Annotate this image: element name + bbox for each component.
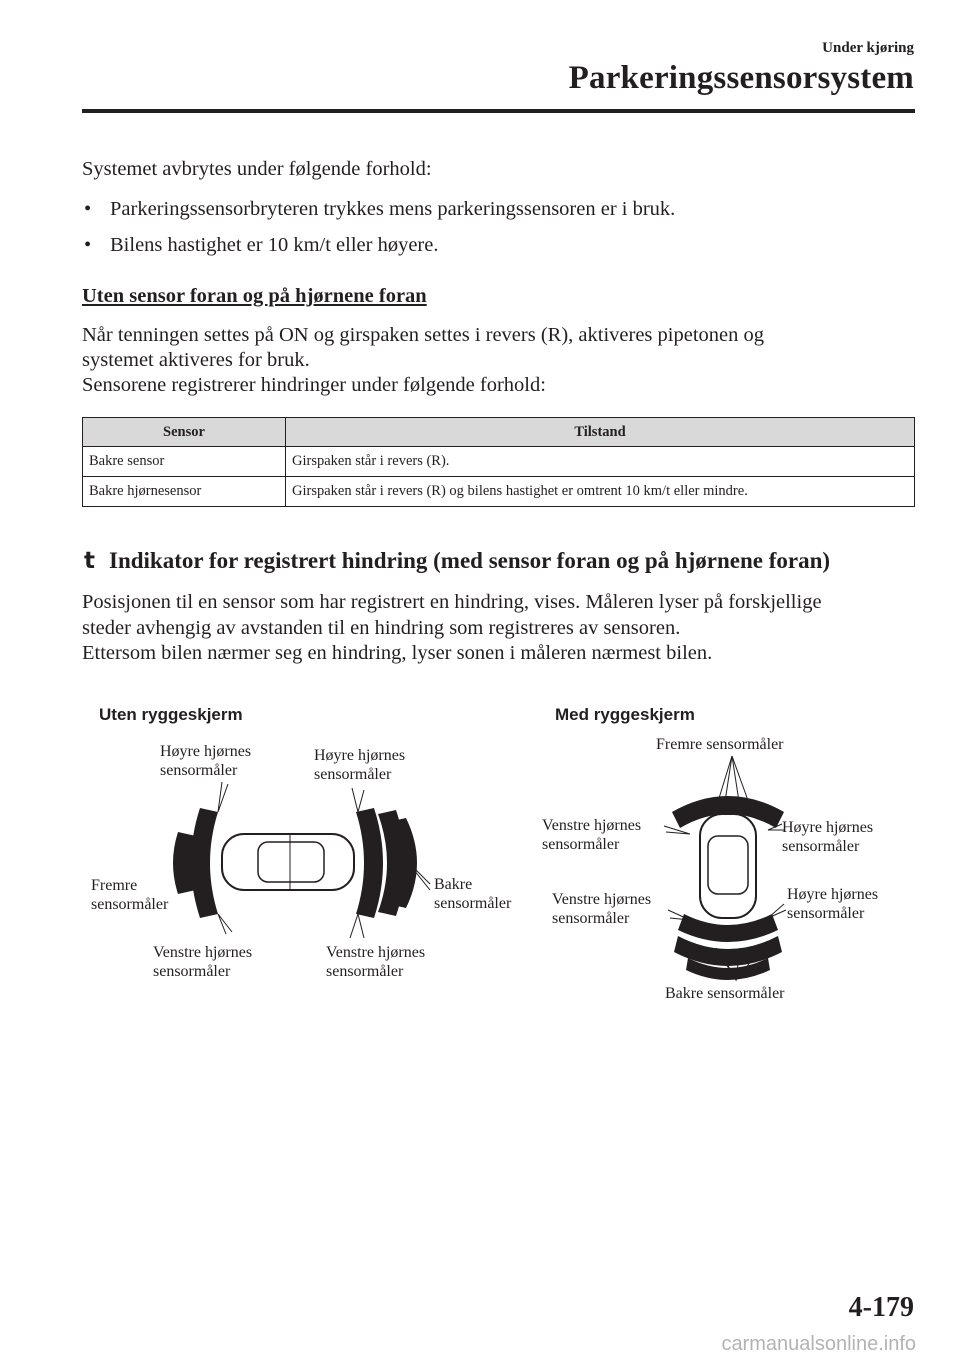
pointer-line xyxy=(352,788,364,812)
section-marker: t xyxy=(84,548,95,574)
bullet-item xyxy=(84,197,675,222)
diagram-label: Høyre hjørnes xyxy=(787,886,879,903)
diagram-label: Venstre hjørnes xyxy=(552,891,652,908)
diagram-label: sensormåler xyxy=(787,905,865,922)
pointer-line xyxy=(768,904,786,918)
diagram-label: sensormåler xyxy=(314,766,392,783)
diagram-label: Venstre hjørnes xyxy=(153,944,253,961)
diagram-label: Høyre hjørnes xyxy=(314,747,406,764)
bullet-symbol: • xyxy=(84,234,92,256)
diagram-label: Høyre hjørnes xyxy=(160,743,252,760)
pointer-line xyxy=(668,910,690,920)
left-figure-car xyxy=(222,834,354,890)
table-cell: Bakre sensor xyxy=(83,447,286,477)
table-cell: Girspaken står i revers (R) og bilens hastighet er omtrent 10 km/t eller mindre. xyxy=(286,477,915,507)
table-cell: Girspaken står i revers (R). xyxy=(286,447,915,477)
table-row xyxy=(83,447,915,477)
intro-text: Systemet avbrytes under følgende forhold: xyxy=(82,158,432,180)
diagram-label: sensormåler xyxy=(434,895,512,912)
paragraph-line: Ettersom bilen nærmer seg en hindring, lyser sonen i måleren nærmest bilen. xyxy=(82,642,713,664)
paragraph-line: Posisjonen til en sensor som har registrert en hindring, vises. Måleren lyser på forskjellige xyxy=(82,591,822,613)
table-row xyxy=(83,477,915,507)
gauge-segment xyxy=(191,808,218,918)
paragraph-line: Sensorene registrerer hindringer under følgende forhold: xyxy=(82,374,546,396)
page-number: 4-179 xyxy=(848,1292,914,1323)
bullet-text: Bilens hastighet er 10 km/t eller høyere. xyxy=(110,234,439,256)
pointer-line xyxy=(664,826,690,834)
section-heading-text: Indikator for registrert hindring (med sensor foran og på hjørnene foran) xyxy=(109,548,831,573)
column-header-condition: Tilstand xyxy=(286,418,915,447)
table-header-row xyxy=(83,418,915,447)
diagram-label: Høyre hjørnes xyxy=(782,819,874,836)
bullet-item xyxy=(84,233,438,258)
section-label: Under kjøring xyxy=(822,40,914,56)
figure-title-right: Med ryggeskjerm xyxy=(555,705,695,724)
sensor-diagram xyxy=(0,700,960,1020)
diagram-label: Fremre sensormåler xyxy=(656,736,784,753)
gauge-segment xyxy=(356,808,383,918)
pointer-line xyxy=(218,914,232,934)
condition-table xyxy=(82,417,915,507)
diagram-label: sensormåler xyxy=(91,896,169,913)
bullet-text: Parkeringssensorbryteren trykkes mens parkeringssensoren er i bruk. xyxy=(110,198,676,220)
diagram-label: sensormåler xyxy=(326,963,404,980)
diagram-label: sensormåler xyxy=(160,762,238,779)
paragraph-line: Når tenningen settes på ON og girspaken settes i revers (R), aktiveres pipetonen og xyxy=(82,324,764,346)
figure-title-left: Uten ryggeskjerm xyxy=(99,705,243,724)
diagram-label: Venstre hjørnes xyxy=(326,944,426,961)
diagram-label: sensormåler xyxy=(552,910,630,927)
table-cell: Bakre hjørnesensor xyxy=(83,477,286,507)
page-title: Parkeringssensorsystem xyxy=(568,60,914,96)
pointer-line xyxy=(350,914,364,938)
diagram-label: Venstre hjørnes xyxy=(542,817,642,834)
watermark: carmanualsonline.info xyxy=(721,1333,916,1355)
header-rule xyxy=(82,109,915,113)
section-heading xyxy=(84,548,830,574)
paragraph-line: systemet aktiveres for bruk. xyxy=(82,349,310,371)
bullet-symbol: • xyxy=(84,198,92,220)
right-figure-car xyxy=(700,814,756,918)
diagram-label: Bakre sensormåler xyxy=(665,985,785,1002)
diagram-label: Bakre xyxy=(434,876,473,893)
diagram-label: sensormåler xyxy=(153,963,231,980)
diagram-label: Fremre xyxy=(91,877,138,894)
pointer-line xyxy=(218,782,228,812)
diagram-label: sensormåler xyxy=(782,838,860,855)
subsection-heading: Uten sensor foran og på hjørnene foran xyxy=(82,285,427,307)
paragraph-line: steder avhengig av avstanden til en hindring som registreres av sensoren. xyxy=(82,617,681,639)
column-header-sensor: Sensor xyxy=(83,418,286,447)
diagram-label: sensormåler xyxy=(542,836,620,853)
